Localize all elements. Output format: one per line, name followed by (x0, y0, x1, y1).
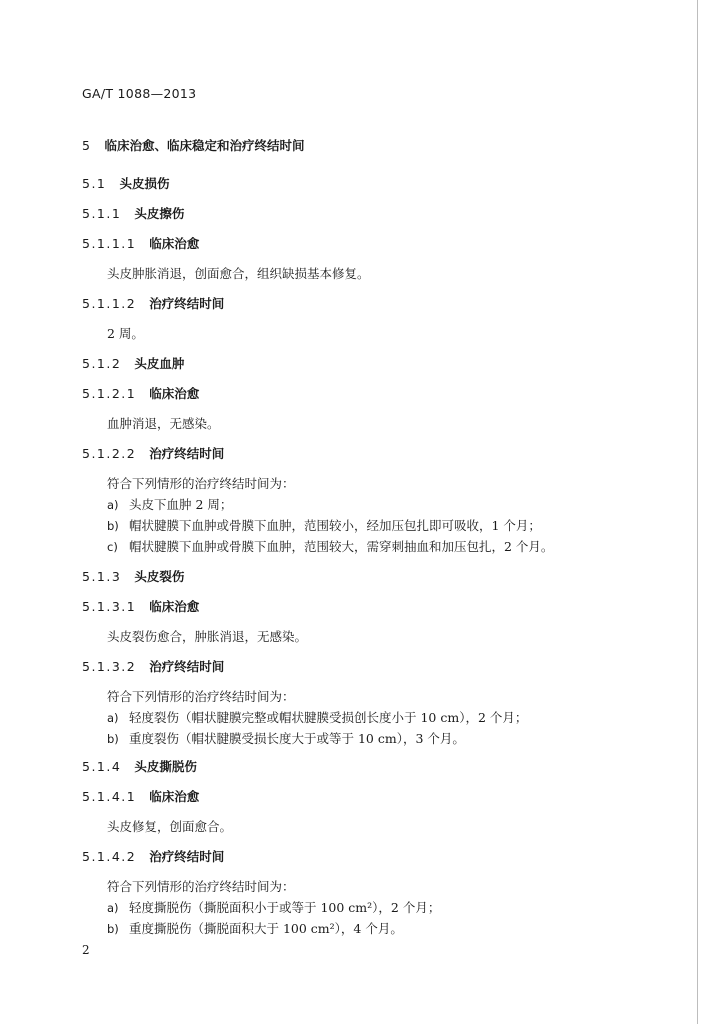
section-heading-5-1-1-2 (82, 296, 224, 312)
section-heading-5-1-2-2 (82, 446, 224, 462)
section-heading-5-1-4 (82, 759, 197, 775)
paragraph-intro: 符合下列情形的治疗终结时间为： (107, 879, 295, 894)
section-number: 5.1.1.1 (82, 236, 137, 251)
section-title: 治疗终结时间 (149, 659, 225, 674)
section-title: 临床治愈 (149, 789, 200, 804)
section-number: 5.1.3.2 (82, 659, 137, 674)
section-title: 治疗终结时间 (149, 296, 225, 311)
section-number: 5.1.4.2 (82, 849, 137, 864)
section-heading-5-1-1 (82, 206, 184, 222)
list-text: 帽状腱膜下血肿或骨膜下血肿，范围较小，经加压包扎即可吸收，1 个月； (129, 518, 541, 533)
section-number: 5.1.1.2 (82, 296, 137, 311)
list-letter: a) (107, 711, 119, 725)
paragraph: 2 周。 (107, 326, 144, 341)
section-heading-5-1-3 (82, 569, 184, 585)
list-text: 轻度裂伤（帽状腱膜完整或帽状腱膜受损创长度小于 10 cm），2 个月； (129, 710, 528, 725)
section-number: 5.1.2.2 (82, 446, 137, 461)
section-title: 临床治愈 (149, 386, 200, 401)
list-text: 重度撕脱伤（撕脱面积大于 100 cm²），4 个月。 (129, 921, 403, 936)
section-title: 头皮损伤 (119, 176, 170, 191)
section-heading-5-1-3-1 (82, 599, 199, 615)
page-number: 2 (82, 943, 90, 957)
list-letter: b) (107, 732, 119, 746)
section-heading-5-1-4-1 (82, 789, 199, 805)
section-title: 头皮撕脱伤 (134, 759, 197, 774)
section-number: 5.1.2.1 (82, 386, 137, 401)
list-letter: a) (107, 901, 119, 915)
section-title: 治疗终结时间 (149, 849, 225, 864)
section-number: 5.1.3 (82, 569, 122, 584)
list-text: 重度裂伤（帽状腱膜受损长度大于或等于 10 cm），3 个月。 (129, 731, 465, 746)
standard-code-header: GA/T 1088—2013 (82, 86, 197, 101)
list-text: 帽状腱膜下血肿或骨膜下血肿，范围较大，需穿刺抽血和加压包扎，2 个月。 (129, 539, 554, 554)
section-number: 5.1.4 (82, 759, 122, 774)
section-number: 5 (82, 138, 92, 153)
section-number: 5.1.4.1 (82, 789, 137, 804)
list-item (107, 710, 527, 726)
list-item (107, 497, 232, 513)
section-number: 5.1.1 (82, 206, 122, 221)
page-edge (697, 0, 698, 1024)
section-number: 5.1.3.1 (82, 599, 137, 614)
section-heading-5 (82, 138, 305, 154)
section-heading-5-1-4-2 (82, 849, 224, 865)
paragraph-intro: 符合下列情形的治疗终结时间为： (107, 476, 295, 491)
paragraph: 头皮修复，创面愈合。 (107, 819, 233, 834)
list-letter: b) (107, 922, 119, 936)
list-item (107, 518, 541, 534)
section-number: 5.1 (82, 176, 107, 191)
section-title: 临床治愈、临床稳定和治疗终结时间 (104, 138, 305, 153)
list-item (107, 539, 553, 555)
section-title: 头皮血肿 (134, 356, 185, 371)
list-item (107, 921, 403, 937)
section-heading-5-1-1-1 (82, 236, 199, 252)
list-letter: b) (107, 519, 119, 533)
section-title: 头皮擦伤 (134, 206, 185, 221)
section-heading-5-1-2-1 (82, 386, 199, 402)
list-text: 轻度撕脱伤（撕脱面积小于或等于 100 cm²），2 个月； (129, 900, 441, 915)
section-title: 临床治愈 (149, 236, 200, 251)
list-letter: a) (107, 498, 119, 512)
section-title: 头皮裂伤 (134, 569, 185, 584)
list-letter: c) (107, 540, 118, 554)
list-item (107, 731, 465, 747)
section-number: 5.1.2 (82, 356, 122, 371)
section-heading-5-1-2 (82, 356, 184, 372)
section-title: 临床治愈 (149, 599, 200, 614)
paragraph-intro: 符合下列情形的治疗终结时间为： (107, 689, 295, 704)
section-heading-5-1 (82, 176, 169, 192)
paragraph: 头皮裂伤愈合，肿胀消退，无感染。 (107, 629, 308, 644)
paragraph: 头皮肿胀消退，创面愈合，组织缺损基本修复。 (107, 266, 370, 281)
list-item (107, 900, 440, 916)
section-heading-5-1-3-2 (82, 659, 224, 675)
list-text: 头皮下血肿 2 周； (129, 497, 233, 512)
paragraph: 血肿消退，无感染。 (107, 416, 220, 431)
section-title: 治疗终结时间 (149, 446, 225, 461)
